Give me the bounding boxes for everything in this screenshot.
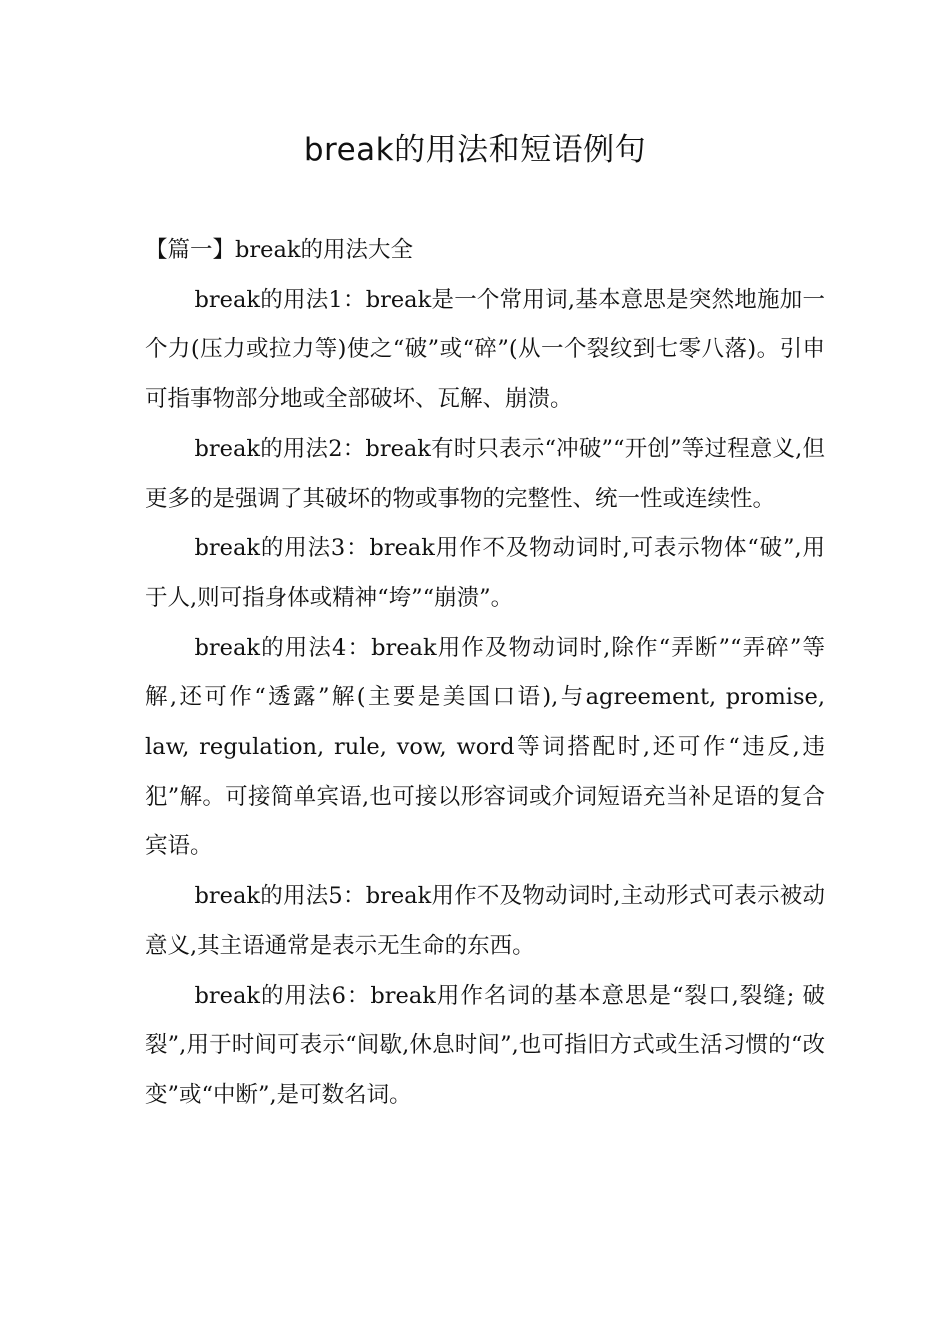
paragraph-usage-6: break的用法6：break用作名词的基本意思是“裂口,裂缝; 破裂”,用于时间可表示“间歇,休息时间”,也可指旧方式或生活习惯的“改变”或“中断”,是可数名词。: [145, 982, 825, 1108]
paragraph-usage-4: break的用法4：break用作及物动词时,除作“弄断”“弄碎”等解,还可作“透露”解(主要是美国口语),与agreement, promise, law, regulation, rule, vow, word等词搭配时,还可作“违反,违犯”解。可接简单宾语,也可接以形容词或介词短语充当补足语的复合宾语。: [145, 634, 825, 860]
document-title: break的用法和短语例句: [303, 132, 647, 168]
paragraph-usage-3: break的用法3：break用作不及物动词时,可表示物体“破”,用于人,则可指身体或精神“垮”“崩溃”。: [145, 535, 825, 611]
paragraph-usage-1: break的用法1：break是一个常用词,基本意思是突然地施加一个力(压力或拉力等)使之“破”或“碎”(从一个裂纹到七零八落)。引申可指事物部分地或全部破坏、瓦解、崩溃。: [145, 286, 825, 413]
paragraph-usage-2: break的用法2：break有时只表示“冲破”“开创”等过程意义,但更多的是强调了其破坏的物或事物的完整性、统一性或连续性。: [145, 435, 825, 512]
document-body: [145, 226, 825, 1121]
section-heading: 【篇一】break的用法大全: [145, 237, 414, 263]
paragraph-usage-5: break的用法5：break用作不及物动词时,主动形式可表示被动意义,其主语通常是表示无生命的东西。: [145, 883, 825, 959]
